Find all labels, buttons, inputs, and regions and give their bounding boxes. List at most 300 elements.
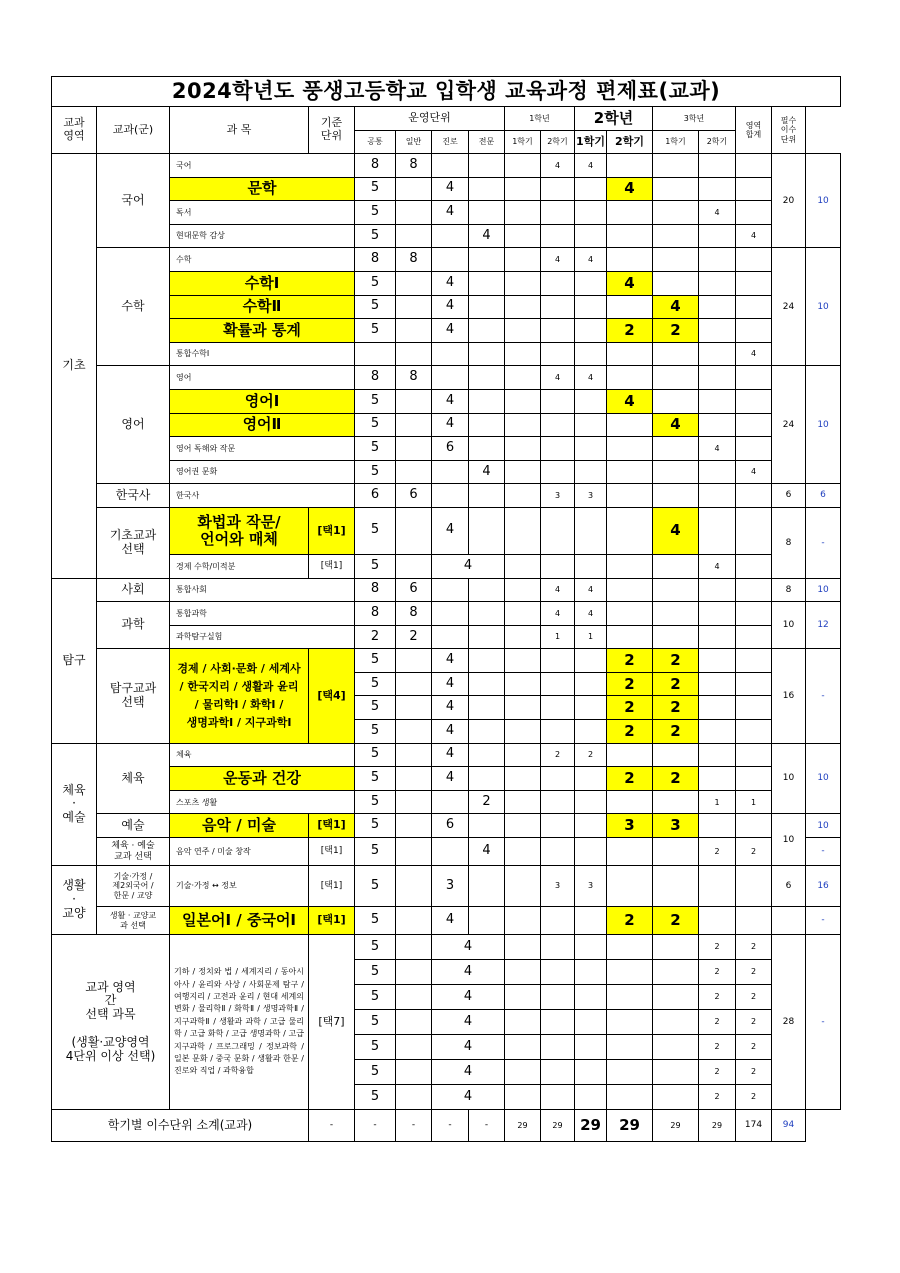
group-pe-text: 체육 xyxy=(121,770,145,785)
group-korean-text: 국어 xyxy=(121,192,145,207)
op-unit xyxy=(396,437,432,461)
op-unit: 4 xyxy=(432,177,469,201)
subject-name: 수학Ⅰ xyxy=(170,271,355,295)
grade-units: 2 xyxy=(607,649,653,673)
header-g3-sem1: 1학기 xyxy=(653,131,699,154)
cross-subjects: 기하 / 정치와 법 / 세계지리 / 동아시아사 / 윤리와 사상 / 사회문제 탐구 / 여행지리 / 고전과 윤리 / 현대 세계의 변화 / 물리학Ⅱ / 화학Ⅱ / 생명과학Ⅱ / 지구과학Ⅱ / 생활과 과학 / 고급 물리학 / 고급 화학 / 고급 생명과학 / 고급 지구과학 / 프로그래밍 / 정보과학 / 일본 문화 / 중국 문화 / 생활과 한문 / 진로와 직업 / 과학융합 xyxy=(170,935,309,1110)
op-unit: 6 xyxy=(396,578,432,602)
grade-units xyxy=(736,767,772,791)
header-grade1: 1학년 xyxy=(505,107,575,131)
grade-units: 2 xyxy=(736,960,772,985)
table-row xyxy=(52,743,841,767)
op-unit xyxy=(505,790,541,814)
op-unit xyxy=(469,271,505,295)
grade-units xyxy=(607,366,653,390)
grade-units: 4 xyxy=(699,437,736,461)
summary-label: 학기별 이수단위 소계(교과) xyxy=(52,1110,309,1142)
grade-units xyxy=(653,790,699,814)
grade-units xyxy=(699,649,736,673)
op-unit xyxy=(432,366,469,390)
grade-units xyxy=(541,507,575,554)
grade-units xyxy=(541,649,575,673)
summary-dash: - xyxy=(396,1110,432,1142)
grade-units xyxy=(575,814,607,838)
op-unit xyxy=(396,177,432,201)
header-g1-sem1: 1학기 xyxy=(505,131,541,154)
grade-units: 2 xyxy=(699,960,736,985)
summary-dash: - xyxy=(432,1110,469,1142)
grade-units xyxy=(736,248,772,272)
op-unit xyxy=(505,838,541,866)
op-unit xyxy=(469,507,505,554)
op-unit: 4 xyxy=(469,224,505,248)
grade-units: 4 xyxy=(541,366,575,390)
subject-name: 영어Ⅰ xyxy=(170,389,355,413)
op-unit xyxy=(432,578,469,602)
op-unit xyxy=(469,767,505,791)
required-units: 6 xyxy=(806,484,841,508)
grade-units: 1 xyxy=(541,625,575,649)
summary-dash: - xyxy=(469,1110,505,1142)
grade-units: 4 xyxy=(541,248,575,272)
table-row xyxy=(52,460,841,484)
table-row xyxy=(52,366,841,390)
base-units: 5 xyxy=(355,201,396,225)
op-unit xyxy=(505,319,541,343)
table-row xyxy=(52,248,841,272)
grade-units xyxy=(607,154,653,178)
op-unit xyxy=(469,437,505,461)
base-units: 5 xyxy=(355,985,396,1010)
op-unit xyxy=(505,271,541,295)
area-total: 10 xyxy=(772,602,806,649)
op-unit xyxy=(505,985,541,1010)
grade-units xyxy=(607,1010,653,1035)
grade-units xyxy=(541,720,575,744)
group-life-elective-text: 생활 · 교양교 과 선택 xyxy=(109,911,157,930)
grade-units xyxy=(607,985,653,1010)
table-row xyxy=(52,437,841,461)
grade-units xyxy=(541,437,575,461)
op-unit xyxy=(396,1035,432,1060)
op-unit xyxy=(396,224,432,248)
op-unit xyxy=(432,838,469,866)
table-row xyxy=(52,201,841,225)
grade-units xyxy=(699,507,736,554)
grade-units xyxy=(736,484,772,508)
area-total: 20 xyxy=(772,154,806,248)
op-unit xyxy=(505,866,541,907)
grade-units xyxy=(575,437,607,461)
header-g2-sem2: 2학기 xyxy=(607,131,653,154)
op-unit: 4 xyxy=(432,413,469,437)
select-tag: [택1] xyxy=(309,838,355,866)
op-unit: 3 xyxy=(432,866,469,907)
grade-units xyxy=(541,1035,575,1060)
table-row xyxy=(52,907,841,935)
table-row xyxy=(52,578,841,602)
header-required xyxy=(772,107,806,154)
subject-name: 문학 xyxy=(170,177,355,201)
op-unit xyxy=(505,625,541,649)
summary-g2s1: 29 xyxy=(575,1110,607,1142)
grade-units: 2 xyxy=(699,838,736,866)
group-pe-arts-elective-text: 체육 · 예술 교과 선택 xyxy=(111,841,155,862)
op-unit xyxy=(505,907,541,935)
grade-units xyxy=(653,224,699,248)
op-unit xyxy=(505,602,541,626)
base-units: 5 xyxy=(355,1085,396,1110)
base-units: 5 xyxy=(355,1060,396,1085)
grade-units: 2 xyxy=(699,1085,736,1110)
grade-units: 2 xyxy=(653,767,699,791)
grade-units: 2 xyxy=(699,1010,736,1035)
grade-units xyxy=(607,248,653,272)
grade-units xyxy=(653,389,699,413)
grade-units: 4 xyxy=(607,271,653,295)
grade-units xyxy=(653,1060,699,1085)
group-life-elective xyxy=(97,907,170,935)
op-unit: 4 xyxy=(432,1035,505,1060)
table-row xyxy=(52,838,841,866)
base-units: 5 xyxy=(355,814,396,838)
grade-units xyxy=(607,838,653,866)
grade-units xyxy=(575,554,607,578)
required-units: 10 xyxy=(806,578,841,602)
grade-units: 4 xyxy=(607,389,653,413)
op-unit: 4 xyxy=(432,389,469,413)
summary-g3s2: 29 xyxy=(699,1110,736,1142)
area-total: 10 xyxy=(772,814,806,866)
grade-units xyxy=(653,437,699,461)
grade-units xyxy=(653,177,699,201)
op-unit: 6 xyxy=(432,437,469,461)
base-units: 5 xyxy=(355,413,396,437)
header-base-units xyxy=(309,107,355,154)
op-unit xyxy=(469,484,505,508)
op-unit xyxy=(505,554,541,578)
op-unit xyxy=(396,342,432,366)
subject-name: 기술·가정 ↔ 정보 xyxy=(170,866,309,907)
required-units: 10 xyxy=(806,154,841,248)
grade-units xyxy=(653,342,699,366)
grade-units: 3 xyxy=(575,484,607,508)
grade-units xyxy=(575,1060,607,1085)
op-unit: 4 xyxy=(432,1010,505,1035)
op-unit xyxy=(505,366,541,390)
grade-units xyxy=(607,484,653,508)
op-unit xyxy=(505,720,541,744)
grade-units xyxy=(699,814,736,838)
op-unit xyxy=(432,460,469,484)
subject-name: 경제 수학/미적분 xyxy=(170,554,309,578)
grade-units: 3 xyxy=(607,814,653,838)
header-required-text: 필수 이수 단위 xyxy=(780,116,797,144)
required-units: 10 xyxy=(806,814,841,838)
op-unit xyxy=(469,366,505,390)
grade-units xyxy=(575,460,607,484)
grade-units xyxy=(653,838,699,866)
op-unit xyxy=(505,201,541,225)
op-unit xyxy=(469,743,505,767)
grade-units xyxy=(575,907,607,935)
grade-units xyxy=(699,389,736,413)
op-unit xyxy=(505,672,541,696)
subject-name: 통합수학Ⅰ xyxy=(170,342,355,366)
subject-name: 수학Ⅱ xyxy=(170,295,355,319)
required-units: 10 xyxy=(806,743,841,814)
op-unit: 4 xyxy=(469,838,505,866)
grade-units xyxy=(575,319,607,343)
group-arts-text: 예술 xyxy=(121,817,145,832)
grade-units: 4 xyxy=(699,554,736,578)
grade-units xyxy=(607,1060,653,1085)
grade-units xyxy=(653,1035,699,1060)
grade-units: 4 xyxy=(736,342,772,366)
grade-units xyxy=(653,554,699,578)
group-history xyxy=(97,484,170,508)
grade-units xyxy=(736,907,772,935)
grade-units xyxy=(699,578,736,602)
base-units: 8 xyxy=(355,154,396,178)
grade-units xyxy=(699,154,736,178)
grade-units xyxy=(575,960,607,985)
grade-units: 2 xyxy=(653,907,699,935)
required-units: - xyxy=(806,649,841,743)
base-units: 5 xyxy=(355,866,396,907)
op-unit: 4 xyxy=(432,767,469,791)
grade-units: 4 xyxy=(541,154,575,178)
grade-units: 2 xyxy=(541,743,575,767)
group-inquiry-elective xyxy=(97,649,170,743)
grade-units xyxy=(541,1085,575,1110)
grade-units: 1 xyxy=(699,790,736,814)
grade-units: 2 xyxy=(736,838,772,866)
base-units: 5 xyxy=(355,935,396,960)
grade-units xyxy=(541,554,575,578)
grade-units xyxy=(541,342,575,366)
area-total: 28 xyxy=(772,935,806,1110)
curriculum-sheet xyxy=(51,76,840,1142)
select-tag: [택1] xyxy=(309,907,355,935)
summary-g2s2: 29 xyxy=(607,1110,653,1142)
table-row xyxy=(52,224,841,248)
grade-units xyxy=(699,319,736,343)
op-unit xyxy=(469,389,505,413)
group-english-text: 영어 xyxy=(121,416,145,431)
op-unit xyxy=(469,649,505,673)
op-unit xyxy=(505,177,541,201)
group-tech xyxy=(97,866,170,907)
header-g1-sem2: 2학기 xyxy=(541,131,575,154)
op-unit: 4 xyxy=(432,507,469,554)
grade-units: 2 xyxy=(653,720,699,744)
op-unit: 4 xyxy=(432,672,469,696)
table-row xyxy=(52,507,841,554)
summary-g3s1: 29 xyxy=(653,1110,699,1142)
grade-units xyxy=(575,672,607,696)
grade-units: 2 xyxy=(653,672,699,696)
subject-name: 확률과 통계 xyxy=(170,319,355,343)
base-units: 5 xyxy=(355,271,396,295)
op-unit: 4 xyxy=(432,319,469,343)
op-unit: 4 xyxy=(432,295,469,319)
subject-name: 영어 xyxy=(170,366,355,390)
area-cross-text: 교과 영역 간 선택 과목 (생활·교양영역 4단위 이상 선택) xyxy=(65,979,156,1063)
area-total: 8 xyxy=(772,578,806,602)
grade-units: 4 xyxy=(541,602,575,626)
grade-units xyxy=(607,578,653,602)
grade-units: 2 xyxy=(607,696,653,720)
grade-units xyxy=(607,224,653,248)
base-units: 5 xyxy=(355,1035,396,1060)
header-base-units-text: 기준 단위 xyxy=(320,116,343,142)
grade-units xyxy=(607,625,653,649)
grade-units: 2 xyxy=(736,1010,772,1035)
grade-units: 4 xyxy=(575,366,607,390)
op-unit: 4 xyxy=(432,985,505,1010)
grade-units: 3 xyxy=(541,866,575,907)
grade-units xyxy=(607,960,653,985)
grade-units xyxy=(575,1085,607,1110)
grade-units xyxy=(541,935,575,960)
grade-units xyxy=(736,554,772,578)
grade-units: 2 xyxy=(607,319,653,343)
grade-units xyxy=(699,866,736,907)
base-units: 5 xyxy=(355,672,396,696)
table-row xyxy=(52,554,841,578)
base-units: 5 xyxy=(355,720,396,744)
summary-g1s2: 29 xyxy=(541,1110,575,1142)
grade-units xyxy=(607,460,653,484)
op-unit xyxy=(469,578,505,602)
required-units: - xyxy=(806,907,841,935)
subject-name: 화법과 작문/ 언어와 매체 xyxy=(170,507,309,554)
grade-units: 2 xyxy=(607,672,653,696)
op-unit xyxy=(469,154,505,178)
op-unit xyxy=(396,554,432,578)
subject-name: 통합과학 xyxy=(170,602,355,626)
grade-units xyxy=(607,602,653,626)
grade-units: 4 xyxy=(541,578,575,602)
grade-units xyxy=(736,389,772,413)
op-unit xyxy=(469,201,505,225)
grade-units xyxy=(575,767,607,791)
grade-units xyxy=(575,295,607,319)
base-units: 5 xyxy=(355,177,396,201)
subject-name: 현대문학 감상 xyxy=(170,224,355,248)
grade-units xyxy=(699,271,736,295)
op-unit xyxy=(432,602,469,626)
grade-units xyxy=(653,985,699,1010)
op-unit xyxy=(396,743,432,767)
inquiry-elective-subjects: 경제 / 사회·문화 / 세계사 / 한국지리 / 생활과 윤리 / 물리학Ⅰ / 화학Ⅰ / 생명과학Ⅰ / 지구과학Ⅰ xyxy=(170,649,309,743)
area-total: 6 xyxy=(772,866,806,907)
grade-units xyxy=(575,935,607,960)
grade-units: 4 xyxy=(607,177,653,201)
subject-name: 한국사 xyxy=(170,484,355,508)
grade-units xyxy=(575,224,607,248)
grade-units xyxy=(699,602,736,626)
grade-units xyxy=(541,295,575,319)
grade-units: 3 xyxy=(541,484,575,508)
header-op-common: 공통 xyxy=(355,131,396,154)
op-unit xyxy=(396,696,432,720)
op-unit xyxy=(469,672,505,696)
grade-units xyxy=(736,154,772,178)
grade-units xyxy=(653,743,699,767)
op-unit xyxy=(505,935,541,960)
base-units: 5 xyxy=(355,649,396,673)
grade-units xyxy=(736,625,772,649)
header-group: 교과(군) xyxy=(97,107,170,154)
grade-units xyxy=(607,437,653,461)
select-tag: [택1] xyxy=(309,507,355,554)
subject-name: 독서 xyxy=(170,201,355,225)
grade-units xyxy=(541,790,575,814)
area-cross xyxy=(52,935,170,1110)
op-unit xyxy=(469,814,505,838)
op-unit: 4 xyxy=(432,907,469,935)
required-units: 12 xyxy=(806,602,841,649)
op-unit xyxy=(505,960,541,985)
grade-units xyxy=(575,838,607,866)
grade-units: 3 xyxy=(575,866,607,907)
grade-units: 2 xyxy=(736,1035,772,1060)
op-unit xyxy=(396,201,432,225)
op-unit xyxy=(396,460,432,484)
op-unit: 4 xyxy=(432,696,469,720)
grade-units: 4 xyxy=(653,413,699,437)
grade-units xyxy=(699,743,736,767)
select-tag: [택4] xyxy=(309,649,355,743)
base-units: 5 xyxy=(355,554,396,578)
grade-units xyxy=(653,366,699,390)
grade-units xyxy=(653,154,699,178)
op-unit: 4 xyxy=(469,460,505,484)
table-row xyxy=(52,342,841,366)
op-unit xyxy=(469,907,505,935)
op-unit xyxy=(469,602,505,626)
base-units: 5 xyxy=(355,319,396,343)
grade-units xyxy=(575,177,607,201)
required-units: - xyxy=(806,935,841,1110)
table-row xyxy=(52,484,841,508)
op-unit xyxy=(505,154,541,178)
op-unit xyxy=(505,413,541,437)
table-row xyxy=(52,814,841,838)
base-units: 5 xyxy=(355,460,396,484)
subject-name: 일본어Ⅰ / 중국어Ⅰ xyxy=(170,907,309,935)
base-units: 2 xyxy=(355,625,396,649)
subject-name: 음악 / 미술 xyxy=(170,814,309,838)
op-unit xyxy=(432,625,469,649)
grade-units xyxy=(699,767,736,791)
op-unit: 4 xyxy=(432,649,469,673)
grade-units xyxy=(575,507,607,554)
grade-units xyxy=(541,985,575,1010)
grade-units xyxy=(541,460,575,484)
op-unit xyxy=(432,484,469,508)
grade-units xyxy=(653,625,699,649)
grade-units: 1 xyxy=(575,625,607,649)
op-unit xyxy=(396,1085,432,1110)
grade-units xyxy=(736,319,772,343)
grade-units xyxy=(607,295,653,319)
grade-units: 2 xyxy=(653,696,699,720)
grade-units xyxy=(541,389,575,413)
op-unit: 8 xyxy=(396,154,432,178)
